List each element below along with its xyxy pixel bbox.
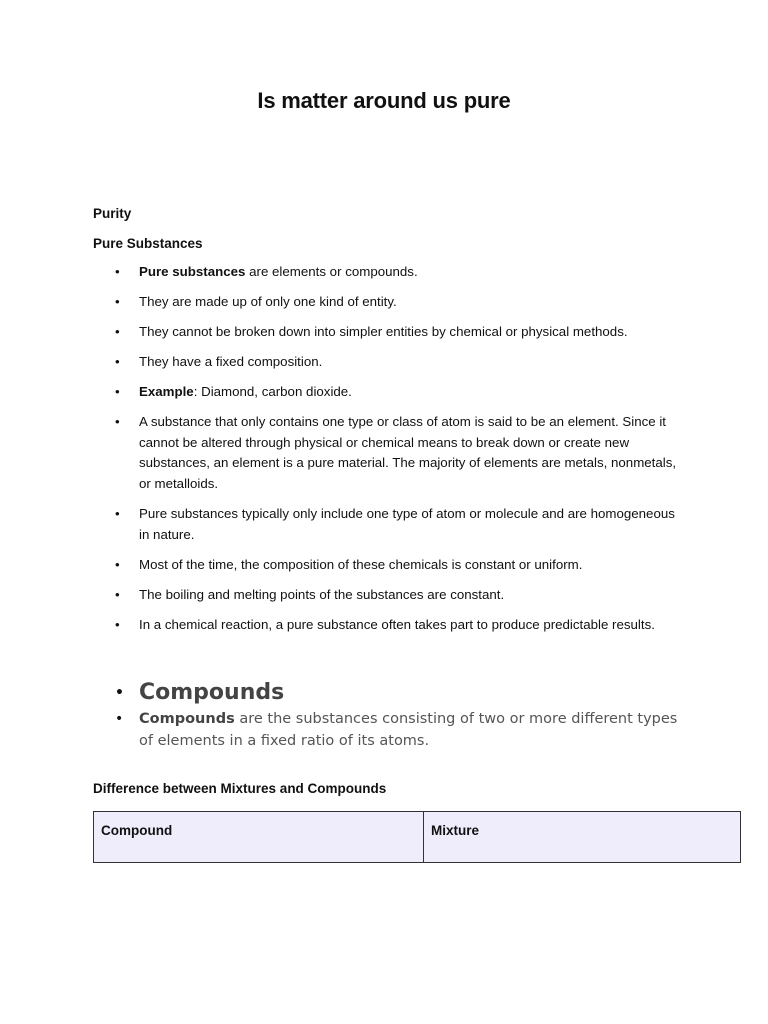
- bold-term: Compounds: [139, 711, 235, 727]
- bullet-icon: •: [115, 264, 120, 279]
- compounds-definition-row: [93, 708, 693, 752]
- bullet-icon: •: [115, 506, 120, 522]
- page-title: Is matter around us pure: [257, 88, 511, 113]
- list-item: [93, 412, 683, 494]
- compounds-heading-row: [93, 678, 693, 708]
- bullet-icon: •: [115, 354, 120, 370]
- list-item-text: They are made up of only one kind of entity.: [139, 294, 397, 310]
- bold-term: Pure substances: [139, 264, 246, 279]
- list-item-text: Most of the time, the composition of these chemicals is constant or uniform.: [139, 556, 583, 572]
- list-item-text: The boiling and melting points of the substances are constant.: [139, 586, 505, 602]
- heading-purity: Purity: [93, 206, 132, 221]
- list-item: [93, 615, 683, 636]
- list-item: [93, 322, 683, 343]
- list-item: [93, 555, 683, 576]
- list-item: [93, 262, 683, 283]
- bullet-icon: •: [115, 711, 124, 727]
- bullet-icon: •: [115, 414, 120, 430]
- list-item-text: A substance that only contains one type or class of atom is said to be an element. Since it cannot be altered through physical or chemical means to break down or create new substances, an element is a pure material. The majority of elements are metals, nonmetals, or metalloids.: [139, 414, 677, 491]
- table-header-mixture: Mixture: [431, 823, 480, 838]
- list-item: [93, 382, 683, 403]
- list-item: [93, 504, 683, 545]
- pure-substances-list: [93, 262, 683, 645]
- list-item-text: They cannot be broken down into simpler entities by chemical or physical methods.: [139, 324, 628, 340]
- list-item-text: In a chemical reaction, a pure substance often takes part to produce predictable results.: [139, 616, 655, 632]
- list-item-text: : Diamond, carbon dioxide.: [193, 384, 352, 400]
- table-header-compound: Compound: [94, 812, 424, 862]
- heading-pure-substances: Pure Substances: [93, 236, 203, 251]
- list-item: [93, 585, 683, 606]
- compounds-section: [93, 678, 693, 752]
- list-item-text: They have a fixed composition.: [139, 354, 323, 370]
- list-item-text: are elements or compounds.: [245, 264, 418, 279]
- compounds-definition: are the substances consisting of two or more different types of elements in a fixed ratio of its atoms.: [139, 711, 678, 749]
- bullet-icon: •: [115, 324, 120, 340]
- heading-difference: Difference between Mixtures and Compounds: [93, 781, 387, 796]
- bold-term: Example: [139, 384, 194, 400]
- list-item-text: Pure substances typically only include one type of atom or molecule and are homogeneous in nature.: [139, 506, 675, 542]
- bullet-icon: •: [115, 384, 120, 400]
- bullet-icon: •: [115, 586, 120, 602]
- bullet-icon: •: [115, 616, 120, 632]
- comparison-table: [93, 811, 741, 863]
- list-item: [93, 352, 683, 373]
- compounds-heading: Compounds: [139, 680, 285, 705]
- bullet-icon: •: [115, 556, 120, 572]
- list-item: [93, 292, 683, 313]
- bullet-icon: •: [115, 294, 120, 310]
- bullet-icon: •: [115, 685, 124, 701]
